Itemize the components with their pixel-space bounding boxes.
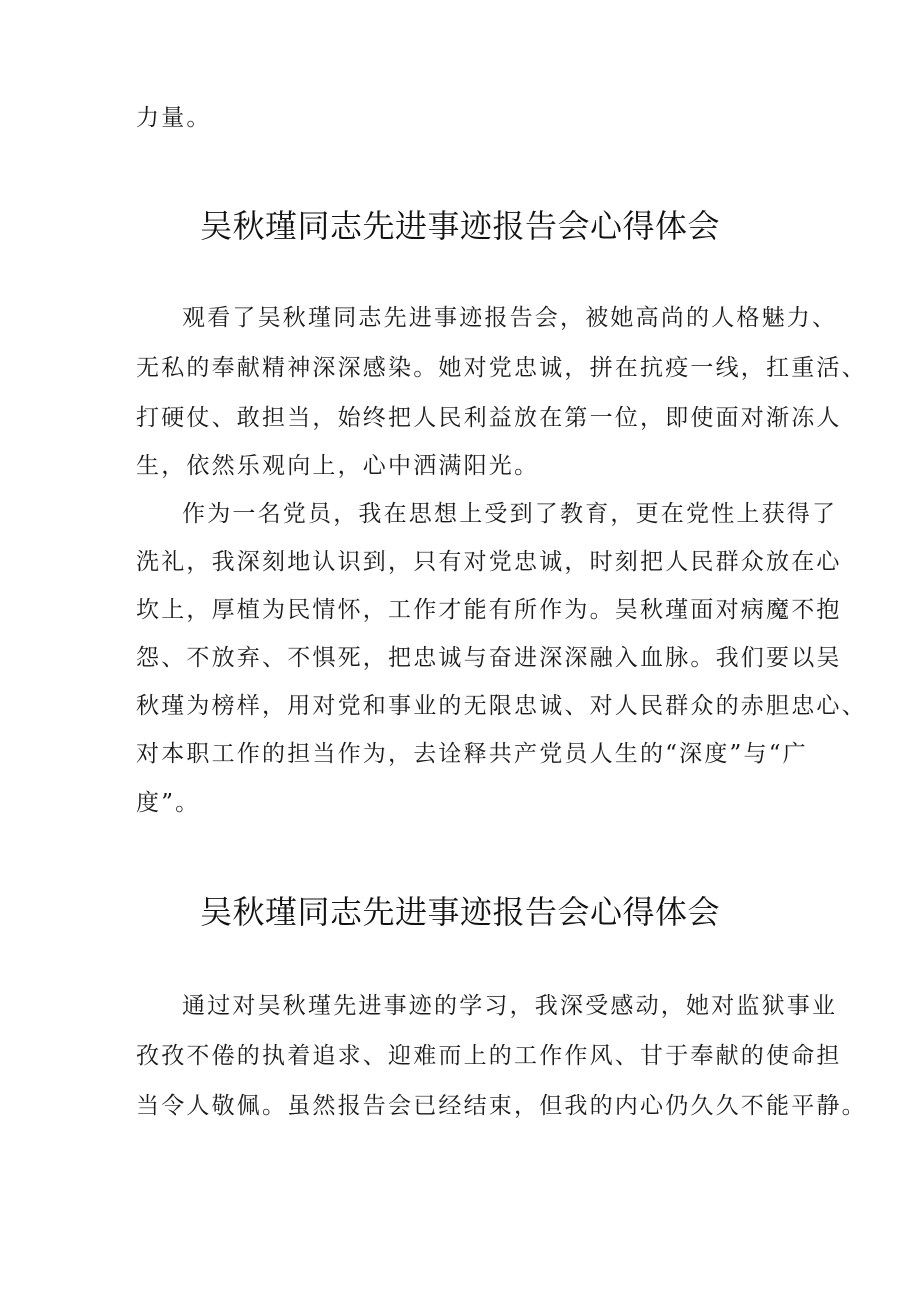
s1-p1-line-3: 打硬仗、敢担当，始终把人民利益放在第一位，即使面对渐冻人	[136, 405, 842, 431]
s1-p1-line-2: 无私的奉献精神深深感染。她对党忠诚，拼在抗疫一线，扛重活、	[136, 355, 867, 381]
s1-p2-line-4: 怨、不放弃、不惧死，把忠诚与奋进深深融入血脉。我们要以吴	[136, 645, 842, 671]
s2-p1-line-1: 通过对吴秋瑾先进事迹的学习，我深受感动，她对监狱事业	[182, 993, 838, 1019]
s1-p2-line-6: 对本职工作的担当作为，去诠释共产党员人生的“深度”与“广	[136, 741, 808, 767]
s1-p2-line-2: 洗礼，我深刻地认识到，只有对党忠诚，时刻把人民群众放在心	[136, 549, 842, 575]
s1-p2-line-5: 秋瑾为榜样，用对党和事业的无限忠诚、对人民群众的赤胆忠心、	[136, 693, 867, 719]
intro-line: 力量。	[136, 105, 212, 131]
s1-p1-line-1: 观看了吴秋瑾同志先进事迹报告会，被她高尚的人格魅力、	[182, 305, 838, 331]
section-1-title: 吴秋瑾同志先进事迹报告会心得体会	[199, 207, 720, 245]
s1-p2-line-1: 作为一名党员，我在思想上受到了教育，更在党性上获得了	[182, 501, 838, 527]
s1-p1-line-4: 生，依然乐观向上，心中洒满阳光。	[136, 453, 540, 479]
s2-p1-line-2: 孜孜不倦的执着追求、迎难而上的工作作风、甘于奉献的使命担	[136, 1043, 842, 1069]
s2-p1-line-3: 当令人敬佩。虽然报告会已经结束，但我的内心仍久久不能平静。	[136, 1093, 867, 1119]
s1-p2-line-3: 坎上，厚植为民情怀，工作才能有所作为。吴秋瑾面对病魔不抱	[136, 597, 842, 623]
s1-p2-line-7: 度”。	[136, 790, 201, 816]
section-2-title: 吴秋瑾同志先进事迹报告会心得体会	[199, 893, 720, 931]
